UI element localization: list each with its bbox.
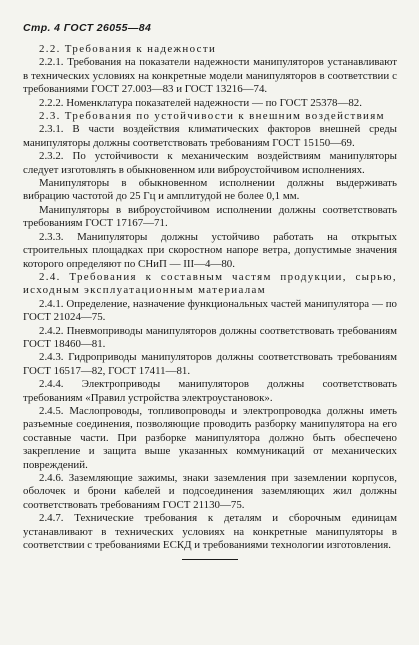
paragraph-2-3-1: 2.3.1. В части воздействия климатических факторов внешней среды манипуляторы должны соответствовать требованиям ГОСТ 15150—69. xyxy=(23,123,397,149)
paragraph-2-4-5: 2.4.5. Маслопроводы, топливопроводы и электропроводка должны иметь разъемные соединения, позволяющие проводить разборку манипулятора на его составные части. При разборке манипулятора должно быть обеспечено закрепление и защита выше указанных коммуникаций от механических повреждений. xyxy=(23,404,397,471)
paragraph-vibration-design: Манипуляторы в виброустойчивом исполнении должны соответствовать требованиям ГОСТ 17167—71. xyxy=(23,203,397,230)
paragraph-2-2-2: 2.2.2. Номенклатура показателей надежности — по ГОСТ 25378—82. xyxy=(39,96,362,109)
paragraph-2-4-2: 2.4.2. Пневмоприводы манипуляторов должны соответствовать требованиям ГОСТ 18460—81. xyxy=(23,324,397,350)
paragraph-ordinary-design: Манипуляторы в обыкновенном исполнении должны выдерживать вибрацию частотой до 25 Гц и амплитудой не более 0,1 мм. xyxy=(23,177,397,203)
paragraph-2-4-3: 2.4.3. Гидроприводы манипуляторов должны соответствовать требованиям ГОСТ 16517—82, ГОСТ 17411—81. xyxy=(23,351,397,377)
section-heading-2-4: 2.4. Требования к составным частям продукции, сырью, исходным эксплуатационным материалам xyxy=(23,270,397,297)
paragraph-2-2-1: 2.2.1. Требования на показатели надежности манипуляторов устанавливают в технических условиях на конкретные модели манипуляторов в соответствии с требованиями ГОСТ 27.003—83 и ГОСТ 13216—74. xyxy=(23,56,397,96)
paragraph-2-3-3: 2.3.3. Манипуляторы должны устойчиво работать на открытых строительных площадках при скоростном напоре ветра, допустимые значения которого определяют по СНиП — III—4—80. xyxy=(23,230,397,270)
paragraph-2-3-2: 2.3.2. По устойчивости к механическим воздействиям манипуляторы следует изготовлять в обыкновенном или виброустойчивом исполнениях. xyxy=(23,150,397,176)
paragraph-2-4-6: 2.4.6. Заземляющие зажимы, знаки заземления при заземлении корпусов, оболочек и брони кабелей и подсоединения заземляющих жил должны соответствовать требованиям ГОСТ 21130—75. xyxy=(23,472,397,511)
paragraph-2-4-4: 2.4.4. Электроприводы манипуляторов должны соответствовать требованиям «Правил устройства электроустановок». xyxy=(23,378,397,404)
document-body xyxy=(23,43,397,552)
page-header: Стр. 4 ГОСТ 26055—84 xyxy=(23,22,152,34)
paragraph-2-4-7: 2.4.7. Технические требования к деталям и сборочным единицам устанавливают в технических условиях на конкретные манипуляторы в соответствии с требованиями ЕСКД и требованиями технологии изготовления. xyxy=(23,512,397,552)
section-heading-2-3: 2.3. Требования по устойчивости к внешним воздействиям xyxy=(39,110,385,123)
section-heading-2-2: 2.2. Требования к надежности xyxy=(39,43,217,55)
paragraph-2-4-1: 2.4.1. Определение, назначение функциональных частей манипулятора — по ГОСТ 21024—75. xyxy=(23,297,397,324)
closing-rule xyxy=(182,559,238,560)
